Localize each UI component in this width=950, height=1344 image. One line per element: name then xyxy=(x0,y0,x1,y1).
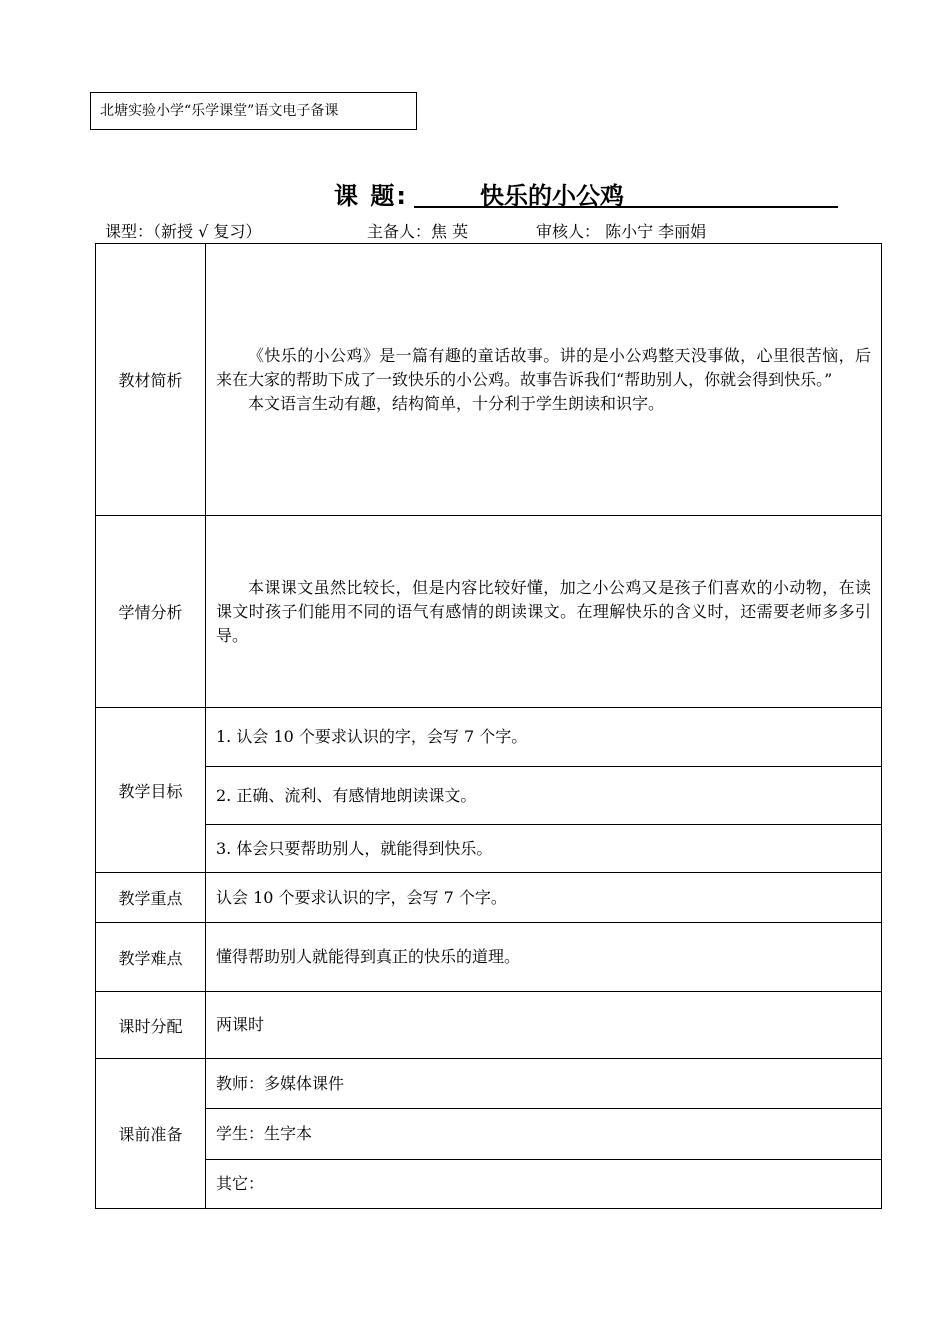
difficulty-content: 懂得帮助别人就能得到真正的快乐的道理。 xyxy=(206,923,882,992)
lesson-plan-table xyxy=(95,243,882,1209)
title-label: 课 题: xyxy=(334,182,408,210)
lesson-type: 课型：（新授 √ 复习） xyxy=(105,222,262,241)
schedule-content: 两课时 xyxy=(206,992,882,1059)
row-label-key-point: 教学重点 xyxy=(96,873,206,923)
preparation-teacher: 教师：多媒体课件 xyxy=(206,1059,882,1109)
row-students xyxy=(96,516,882,708)
students-paragraph-1: 本课课文虽然比较长，但是内容比较好懂，加之小公鸡又是孩子们喜欢的小动物，在读课文时孩子们能用不同的语气有感情的朗读课文。在理解快乐的含义时，还需要老师多多引导。 xyxy=(216,577,871,645)
row-label-schedule: 课时分配 xyxy=(96,992,206,1059)
title-value: 快乐的小公鸡 xyxy=(480,182,624,210)
row-label-preparation: 课前准备 xyxy=(96,1059,206,1209)
row-difficulty xyxy=(96,923,882,992)
row-preparation-1 xyxy=(96,1059,882,1109)
row-key-point xyxy=(96,873,882,923)
material-content xyxy=(206,244,882,516)
goal-item-1: 1. 认会 10 个要求认识的字，会写 7 个字。 xyxy=(206,708,882,767)
row-preparation-2 xyxy=(96,1109,882,1160)
row-schedule xyxy=(96,992,882,1059)
row-label-material: 教材简析 xyxy=(96,244,206,516)
row-label-students: 学情分析 xyxy=(96,516,206,708)
students-content xyxy=(206,516,882,708)
row-goals-3 xyxy=(96,825,882,873)
goal-item-2: 2. 正确、流利、有感情地朗读课文。 xyxy=(206,767,882,825)
header-school-label: 北塘实验小学“乐学课堂”语文电子备课 xyxy=(90,92,417,130)
row-material xyxy=(96,244,882,516)
title-underline xyxy=(414,176,838,208)
row-goals-2 xyxy=(96,767,882,825)
preparation-other: 其它： xyxy=(206,1160,882,1209)
row-label-difficulty: 教学难点 xyxy=(96,923,206,992)
preparer: 主备人：焦 英 xyxy=(367,222,469,241)
row-label-goals: 教学目标 xyxy=(96,708,206,873)
key-point-content: 认会 10 个要求认识的字，会写 7 个字。 xyxy=(206,873,882,923)
preparation-student: 学生：生字本 xyxy=(206,1109,882,1160)
reviewer: 审核人： 陈小宁 李丽娟 xyxy=(536,222,707,241)
goal-item-3: 3. 体会只要帮助别人，就能得到快乐。 xyxy=(206,825,882,873)
row-goals-1 xyxy=(96,708,882,767)
row-preparation-3 xyxy=(96,1160,882,1209)
material-paragraph-2: 本文语言生动有趣，结构简单，十分利于学生朗读和识字。 xyxy=(248,393,665,413)
material-paragraph-1: 《快乐的小公鸡》是一篇有趣的童话故事。讲的是小公鸡整天没事做，心里很苦恼，后来在大家的帮助下成了一致快乐的小公鸡。故事告诉我们“帮助别人，你就会得到快乐。” xyxy=(216,345,871,389)
